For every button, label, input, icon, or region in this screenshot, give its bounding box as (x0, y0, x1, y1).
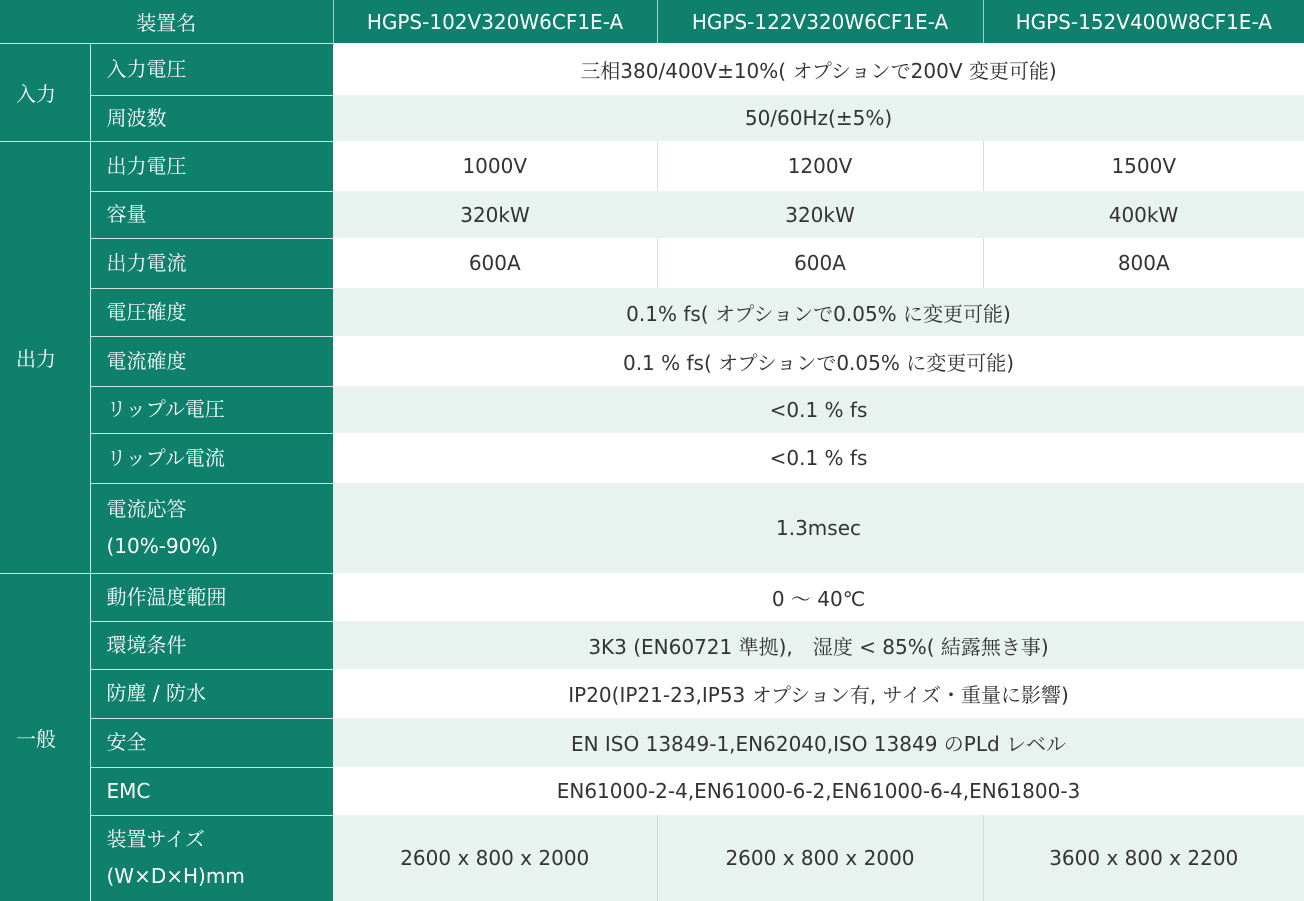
row-operating-temp (0, 573, 1304, 621)
value-voltage-accuracy: 0.1% fs( オプションで0.05% に変更可能) (333, 288, 1304, 336)
header-model-3: HGPS-152V400W8CF1E-A (983, 0, 1304, 43)
label-operating-temp: 動作温度範囲 (90, 573, 333, 621)
value-capacity-1: 320kW (333, 191, 657, 238)
value-current-accuracy: 0.1 % fs( オプションで0.05% に変更可能) (333, 336, 1304, 386)
row-input-voltage (0, 43, 1304, 95)
value-ripple-voltage: <0.1 % fs (333, 386, 1304, 433)
value-output-current-2: 600A (657, 238, 983, 288)
value-output-voltage-2: 1200V (657, 141, 983, 191)
label-size (90, 815, 333, 901)
value-size-2: 2600 x 800 x 2000 (657, 815, 983, 901)
label-output-current: 出力電流 (90, 238, 333, 288)
label-input-voltage: 入力電圧 (90, 43, 333, 95)
value-output-voltage-1: 1000V (333, 141, 657, 191)
row-capacity (0, 191, 1304, 238)
value-output-voltage-3: 1500V (983, 141, 1304, 191)
label-size-line2: (W×D×H)mm (106, 864, 245, 889)
value-output-current-3: 800A (983, 238, 1304, 288)
value-frequency: 50/60Hz(±5%) (333, 95, 1304, 141)
label-ripple-voltage: リップル電圧 (90, 386, 333, 433)
label-environment: 環境条件 (90, 621, 333, 669)
header-device-name-label: 装置名 (0, 0, 333, 43)
row-safety (0, 718, 1304, 767)
label-current-response (90, 483, 333, 573)
value-current-response: 1.3msec (333, 483, 1304, 573)
label-current-accuracy: 電流確度 (90, 336, 333, 386)
value-capacity-2: 320kW (657, 191, 983, 238)
row-environment (0, 621, 1304, 669)
label-current-response-line1: 電流応答 (106, 497, 187, 521)
label-dust-water: 防塵 / 防水 (90, 669, 333, 718)
row-output-voltage (0, 141, 1304, 191)
group-input: 入力 (0, 43, 90, 141)
value-safety: EN ISO 13849-1,EN62040,ISO 13849 のPLd レベル (333, 718, 1304, 767)
value-size-1: 2600 x 800 x 2000 (333, 815, 657, 901)
label-ripple-current: リップル電流 (90, 433, 333, 483)
value-ripple-current: <0.1 % fs (333, 433, 1304, 483)
label-voltage-accuracy: 電圧確度 (90, 288, 333, 336)
row-size (0, 815, 1304, 901)
value-output-current-1: 600A (333, 238, 657, 288)
value-emc: EN61000-2-4,EN61000-6-2,EN61000-6-4,EN61800-3 (333, 767, 1304, 815)
label-safety: 安全 (90, 718, 333, 767)
label-frequency: 周波数 (90, 95, 333, 141)
row-voltage-accuracy (0, 288, 1304, 336)
value-environment: 3K3 (EN60721 準拠), 湿度 < 85%( 結露無き事) (333, 621, 1304, 669)
value-size-3: 3600 x 800 x 2200 (983, 815, 1304, 901)
header-row (0, 0, 1304, 43)
label-output-voltage: 出力電圧 (90, 141, 333, 191)
value-dust-water: IP20(IP21-23,IP53 オプション有, サイズ・重量に影響) (333, 669, 1304, 718)
row-current-response (0, 483, 1304, 573)
row-output-current (0, 238, 1304, 288)
row-ripple-voltage (0, 386, 1304, 433)
header-model-2: HGPS-122V320W6CF1E-A (657, 0, 983, 43)
group-output: 出力 (0, 141, 90, 573)
row-ripple-current (0, 433, 1304, 483)
label-emc: EMC (90, 767, 333, 815)
value-input-voltage: 三相380/400V±10%( オプションで200V 変更可能) (333, 43, 1304, 95)
row-frequency (0, 95, 1304, 141)
row-emc (0, 767, 1304, 815)
value-capacity-3: 400kW (983, 191, 1304, 238)
row-dust-water (0, 669, 1304, 718)
label-capacity: 容量 (90, 191, 333, 238)
row-current-accuracy (0, 336, 1304, 386)
group-general: 一般 (0, 573, 90, 901)
label-current-response-line2: (10%-90%) (106, 534, 219, 558)
header-model-1: HGPS-102V320W6CF1E-A (333, 0, 657, 43)
label-size-line1: 装置サイズ (106, 827, 205, 852)
value-operating-temp: 0 ～ 40℃ (333, 573, 1304, 621)
